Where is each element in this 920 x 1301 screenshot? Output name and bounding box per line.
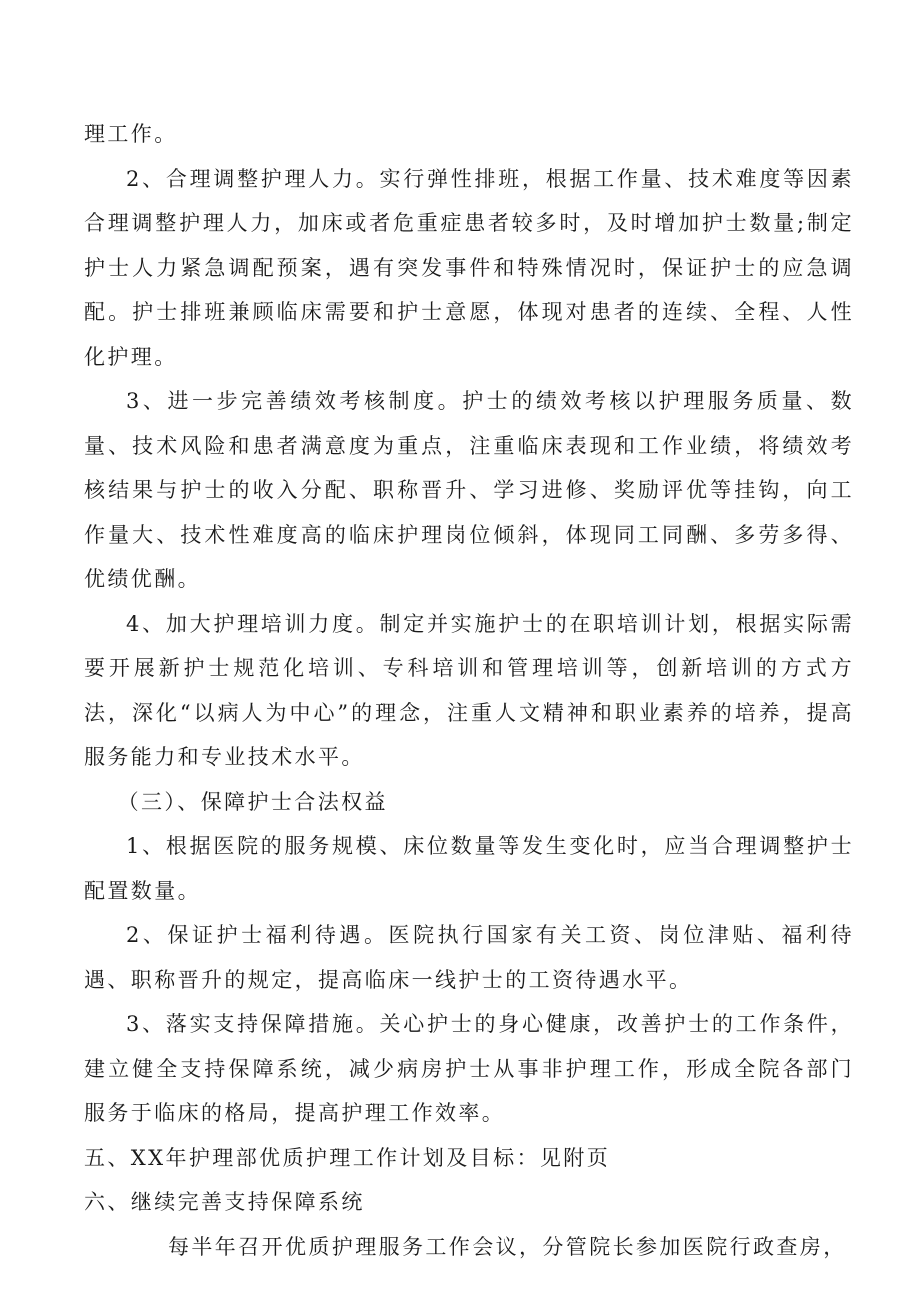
section-heading-nurse-rights: （三）、保障护士合法权益 [117, 789, 388, 814]
section-heading-work-plan: 五、XX年护理部优质护理工作计划及目标：见附页 [84, 1145, 611, 1170]
section-heading-support-system: 六、继续完善支持保障系统 [84, 1190, 365, 1214]
paragraph-performance-assessment: 3、进一步完善绩效考核制度。护士的绩效考核以护理服务质量、数量、技术风险和患者满意度为重点，注重临床表现和工作业绩，将绩效考核结果与护士的收入分配、职称晋升、学习进修、奖励评优等挂钩，向工作量大、技术性难度高的临床护理岗位倾斜，体现同工同酬、多劳多得、优绩优酬。 [84, 389, 854, 591]
paragraph-welfare: 2、保证护士福利待遇。医院执行国家有关工资、岗位津贴、福利待遇、职称晋升的规定，提高临床一线护士的工资待遇水平。 [84, 923, 854, 992]
paragraph-support-measures: 3、落实支持保障措施。关心护士的身心健康，改善护士的工作条件，建立健全支持保障系统，减少病房护士从事非护理工作，形成全院各部门服务于临床的格局，提高护理工作效率。 [84, 1012, 854, 1125]
paragraph-staff-allocation: 1、根据医院的服务规模、床位数量等发生变化时，应当合理调整护士配置数量。 [84, 834, 854, 903]
paragraph-training: 4、加大护理培训力度。制定并实施护士的在职培训计划，根据实际需要开展新护士规范化培训、专科培训和管理培训等，创新培训的方式方法，深化“以病人为中心”的理念，注重人文精神和职业素养的培养，提高服务能力和专业技术水平。 [84, 611, 854, 769]
document-body [84, 112, 854, 1269]
paragraph-continuation: 理工作。 [84, 122, 178, 146]
paragraph-adjust-staffing: 2、合理调整护理人力。实行弹性排班，根据工作量、技术难度等因素合理调整护理人力，加床或者危重症患者较多时，及时增加护士数量;制定护士人力紧急调配预案，遇有突发事件和特殊情况时，保证护士的应急调配。护士排班兼顾临床需要和护士意愿，体现对患者的连续、全程、人性化护理。 [84, 166, 854, 369]
paragraph-meetings: 每半年召开优质护理服务工作会议，分管院长参加医院行政查房， [168, 1234, 847, 1259]
